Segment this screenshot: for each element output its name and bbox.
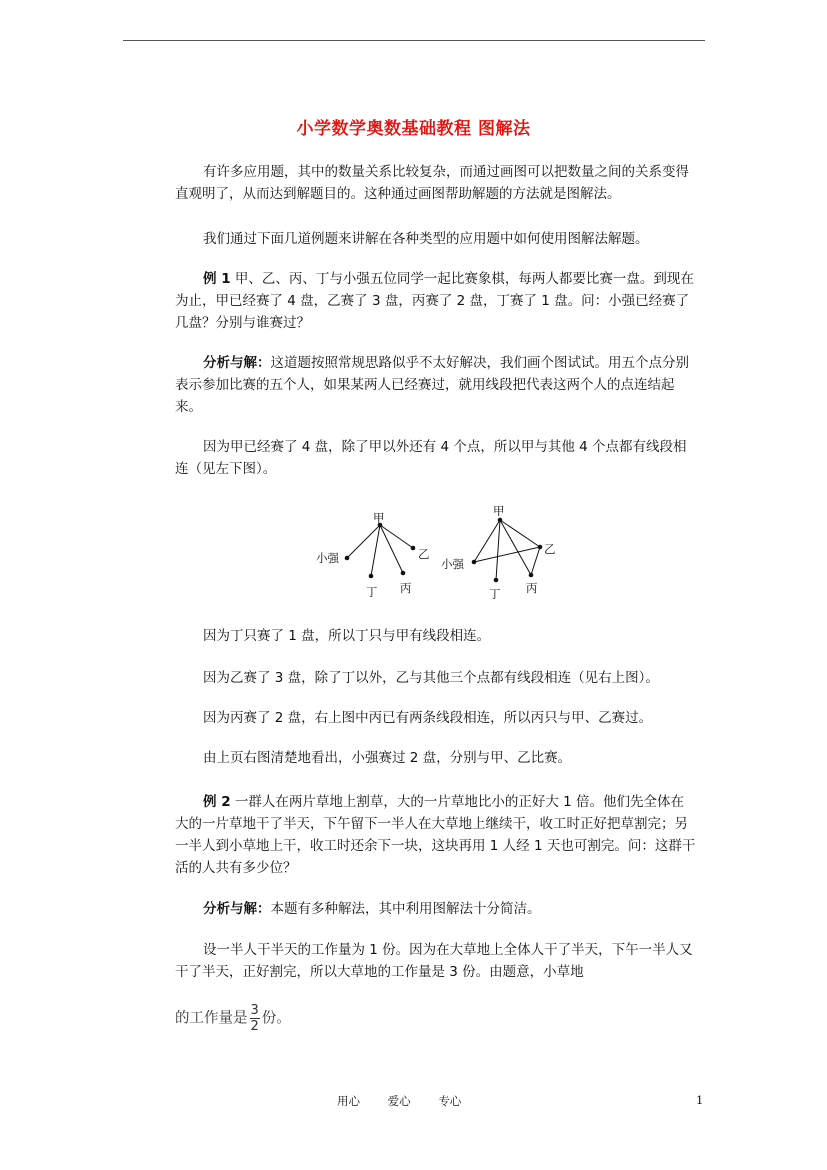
- right-label-jia: 甲: [493, 504, 505, 518]
- analysis-2: [175, 898, 697, 920]
- paragraph-overview: 我们通过下面几道例题来讲解在各种类型的应用题中如何使用图解法解题。: [203, 231, 649, 247]
- header-rule: [123, 40, 705, 41]
- left-label-xiaoqiang: 小强: [316, 551, 339, 565]
- example-2-label: 例 2: [203, 794, 231, 810]
- paragraph-xiaoqiang: 由上页右图清楚地看出，小强赛过 2 盘，分别与甲、乙比赛。: [203, 750, 572, 766]
- fraction-numerator: 3: [250, 1003, 259, 1018]
- page-number: 1: [696, 1093, 704, 1107]
- left-graph: [316, 511, 430, 599]
- left-label-ding: 丁: [366, 585, 378, 599]
- footer-word-3: 专心: [438, 1094, 462, 1108]
- fraction-denominator: 2: [250, 1019, 259, 1034]
- left-label-jia: 甲: [373, 511, 385, 525]
- match-graph-svg: [300, 500, 580, 605]
- analysis-1-label: 分析与解：: [203, 355, 271, 371]
- analysis-2-text: 本题有多种解法，其中利用图解法十分简洁。: [270, 901, 541, 917]
- paragraph-bing: 因为丙赛了 2 盘，右上图中丙已有两条线段相连，所以丙只与甲、乙赛过。: [203, 710, 653, 726]
- fraction-prefix: 的工作量是: [175, 1010, 248, 1027]
- example-2: [175, 791, 697, 879]
- analysis-2-label: 分析与解：: [203, 901, 271, 917]
- right-label-yi: 乙: [544, 542, 556, 556]
- right-graph: [441, 504, 556, 601]
- fraction-line: [175, 1004, 291, 1033]
- paragraph-work-units: 设一半人干半天的工作量为 1 份。因为在大草地上全体人干了半天，下午一半人又干了半天，正好割完，所以大草地的工作量是 3 份。由题意，小草地: [175, 942, 693, 980]
- analysis-1-text: 这道题按照常规思路似乎不太好解决，我们画个图试试。用五个点分别表示参加比赛的五个人，如果某两人已经赛过，就用线段把代表这两个人的点连结起来。: [175, 355, 689, 415]
- left-label-yi: 乙: [418, 547, 430, 561]
- page-title: 小学数学奥数基础教程 图解法: [296, 119, 531, 139]
- match-graph-figure: [300, 500, 580, 605]
- example-2-text: 一群人在两片草地上割草，大的一片草地比小的正好大 1 倍。他们先全体在大的一片草地干了半天，下午留下一半人在大草地上继续干，收工时正好把草割完；另一半人到小草地上干，收工时还余下一块，这块再用 1 人经 1 天也可割完。问：这群干活的人共有多少位？: [175, 794, 696, 876]
- right-label-bing: 丙: [526, 581, 538, 595]
- paragraph-intro: 有许多应用题，其中的数量关系比较复杂，而通过画图可以把数量之间的关系变得直观明了，从而达到解题目的。这种通过画图帮助解题的方法就是图解法。: [175, 164, 689, 202]
- footer-word-2: 爱心: [387, 1094, 411, 1108]
- paragraph-ding: 因为丁只赛了 1 盘，所以丁只与甲有线段相连。: [203, 628, 491, 644]
- paragraph-jia: 因为甲已经赛了 4 盘，除了甲以外还有 4 个点，所以甲与其他 4 个点都有线段相连（见左下图）。: [175, 439, 687, 477]
- footer-motto: [337, 1093, 485, 1109]
- fraction-suffix: 份。: [261, 1010, 291, 1027]
- left-label-bing: 丙: [400, 581, 412, 595]
- footer-word-1: 用心: [337, 1094, 360, 1108]
- paragraph-yi: 因为乙赛了 3 盘，除了丁以外，乙与其他三个点都有线段相连（见右上图）。: [203, 670, 659, 686]
- analysis-1: [175, 352, 697, 418]
- right-label-xiaoqiang: 小强: [441, 557, 464, 571]
- example-1-text: 甲、乙、丙、丁与小强五位同学一起比赛象棋，每两人都要比赛一盘。到现在为止，甲已经赛了 4 盘，乙赛了 3 盘，丙赛了 2 盘，丁赛了 1 盘。问：小强已经赛了几盘？分别与谁赛过？: [175, 271, 694, 331]
- example-1-label: 例 1: [203, 271, 231, 287]
- fraction-three-halves: [250, 1004, 260, 1033]
- right-label-ding: 丁: [489, 587, 501, 601]
- example-1: [175, 268, 697, 334]
